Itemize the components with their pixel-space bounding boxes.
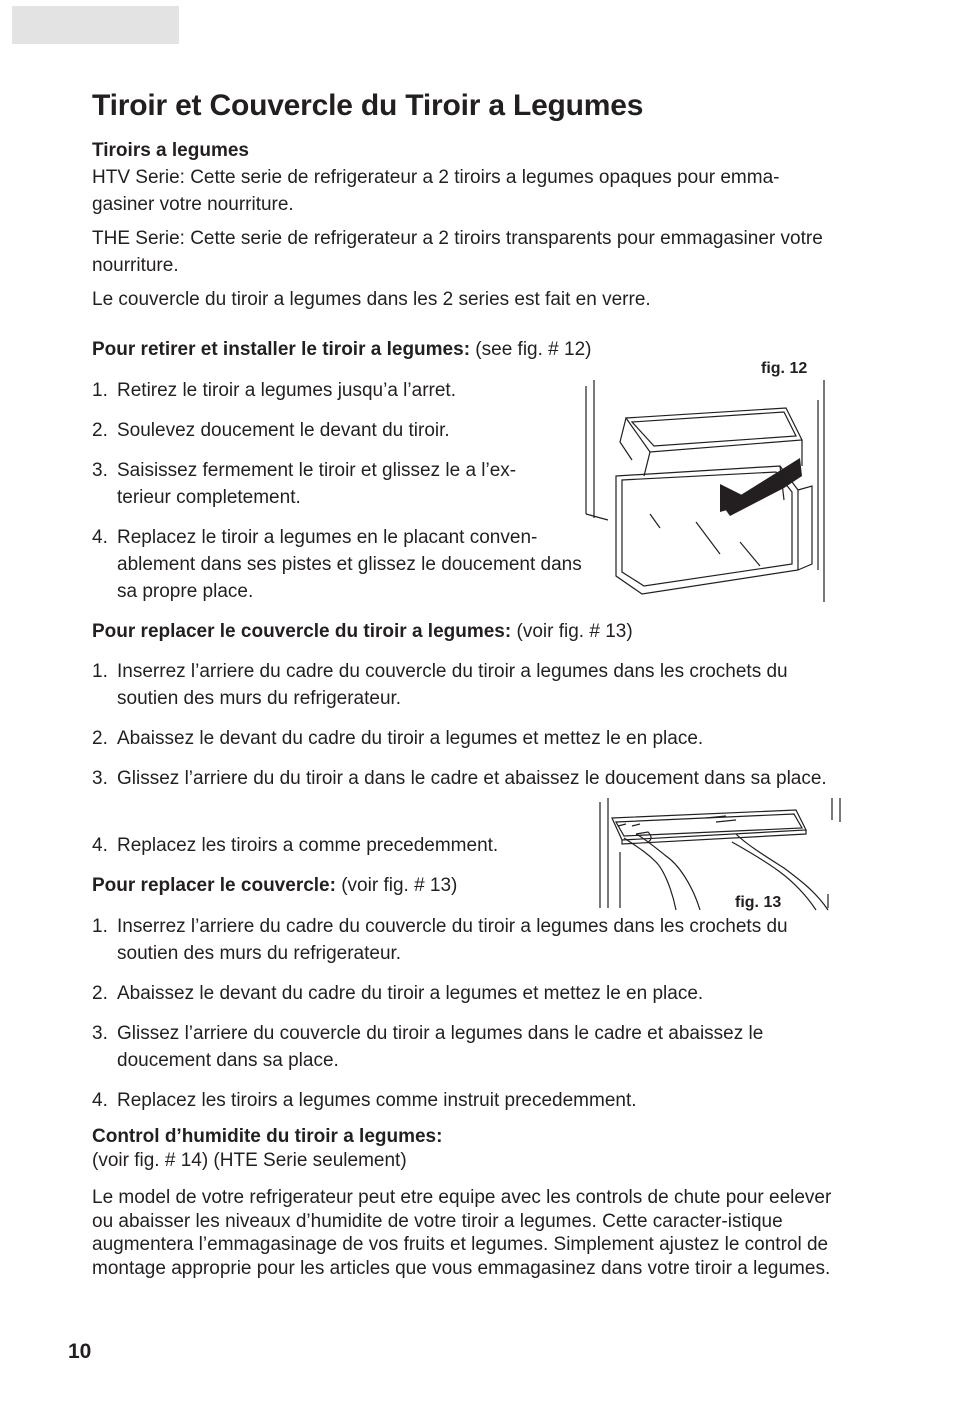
list-item: 4. Replacez les tiroirs a comme precedemment. <box>92 835 499 856</box>
fig-13-label: fig. 13 <box>735 894 782 911</box>
section-heading: Pour replacer le couvercle: <box>92 875 336 896</box>
paragraph-glass: Le couvercle du tiroir a legumes dans les 2 series est fait en verre. <box>92 289 651 310</box>
list-item: 4. Replacez le tiroir a legumes en le placant conven-ablement dans ses pistes et glissez le doucement dans sa propre place. <box>92 527 582 602</box>
section-heading: Pour retirer et installer le tiroir a legumes: <box>92 339 471 360</box>
page-number: 10 <box>68 1340 92 1363</box>
section-heading: Control d’humidite du tiroir a legumes: <box>92 1126 443 1147</box>
fig-reference: (see fig. # 12) <box>470 339 592 360</box>
fig-13-cover-illustration <box>596 798 844 912</box>
list-item: 1. Inserrez l’arriere du cadre du couvercle du tiroir a legumes dans les crochets du soutien des murs du refrigerateur. <box>92 916 788 964</box>
fig-12-label: fig. 12 <box>761 360 808 377</box>
paragraph-the: THE Serie: Cette serie de refrigerateur a 2 tiroirs transparents pour emmagasiner votre nourriture. <box>92 228 823 276</box>
list-item: 3. Saisissez fermement le tiroir et glissez le a l’ex-terieur completement. <box>92 460 517 508</box>
section-replace-lid <box>92 872 592 899</box>
list-item: 3. Glissez l’arriere du du tiroir a dans le cadre et abaissez le doucement dans sa place. <box>92 768 827 789</box>
section-humidity-control <box>92 1125 852 1280</box>
header-tab <box>12 6 179 44</box>
paragraph-humidity: Le model de votre refrigerateur peut etre equipe avec les controls de chute pour eelever ou abaisser les niveaux d’humidite de votre tiroir a legumes. Cette caracter-istique augmentera l’emmagasinage de vos fruits et legumes. Simplement ajustez le control de montage approprie pour les articles que vous emmagasinez dans votre tiroir a legumes. <box>92 1187 832 1279</box>
section-heading: Pour replacer le couvercle du tiroir a legumes: <box>92 621 512 642</box>
page-title: Tiroir et Couvercle du Tiroir a Legumes <box>92 89 644 122</box>
fig-12-drawer-illustration <box>580 380 840 608</box>
list-item: 4. Replacez les tiroirs a legumes comme instruit precedemment. <box>92 1090 637 1111</box>
fig-reference: (voir fig. # 14) (HTE Serie seulement) <box>92 1150 407 1171</box>
list-item: 1. Retirez le tiroir a legumes jusqu’a l’arret. <box>92 380 456 401</box>
fig-reference: (voir fig. # 13) <box>511 621 633 642</box>
section-replace-cover <box>92 618 852 645</box>
list-item: 2. Soulevez doucement le devant du tiroir. <box>92 420 450 441</box>
list-item: 3. Glissez l’arriere du couvercle du tiroir a legumes dans le cadre et abaissez le doucement dans sa place. <box>92 1023 764 1071</box>
section-drawers <box>92 137 852 313</box>
section-heading: Tiroirs a legumes <box>92 140 249 161</box>
list-item: 2. Abaissez le devant du cadre du tiroir a legumes et mettez le en place. <box>92 983 704 1004</box>
paragraph-htv: HTV Serie: Cette serie de refrigerateur a 2 tiroirs a legumes opaques pour emma-gasiner votre nourriture. <box>92 167 780 215</box>
list-item: 2. Abaissez le devant du cadre du tiroir a legumes et mettez le en place. <box>92 728 704 749</box>
fig-reference: (voir fig. # 13) <box>335 875 458 896</box>
list-item: 1. Inserrez l’arriere du cadre du couvercle du tiroir a legumes dans les crochets du soutien des murs du refrigerateur. <box>92 661 788 709</box>
section-remove-drawer <box>92 336 792 363</box>
